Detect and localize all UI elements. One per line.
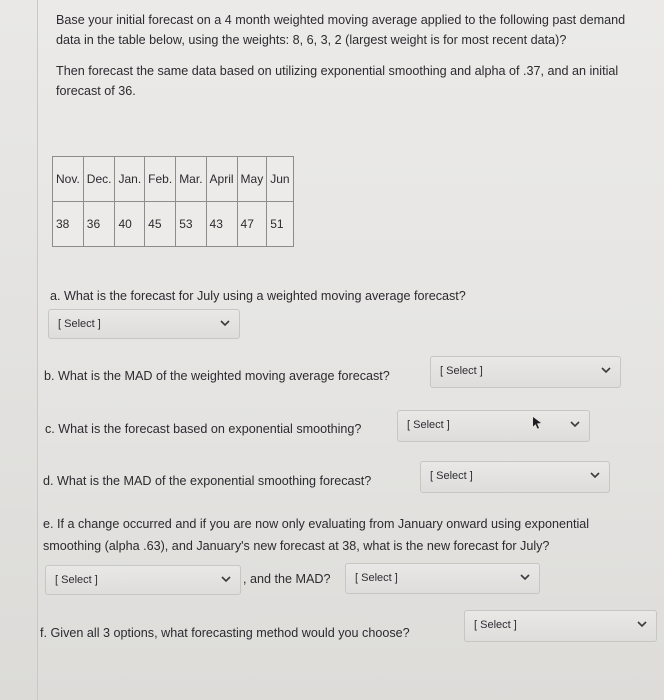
chevron-down-icon — [601, 364, 611, 376]
table-header-cell: Dec. — [83, 157, 115, 202]
table-header-cell: Jun — [267, 157, 293, 202]
table-header-cell: Nov. — [53, 157, 84, 202]
table-cell: 51 — [267, 202, 293, 247]
question-d-text: d. What is the MAD of the exponential smoothing forecast? — [43, 474, 372, 488]
table-row — [53, 202, 294, 247]
table-cell: 36 — [83, 202, 115, 247]
table-header-cell: Jan. — [115, 157, 145, 202]
table-header-cell: Mar. — [176, 157, 206, 202]
question-e-text-line1: e. If a change occurred and if you are now only evaluating from January onward using exponential — [43, 517, 590, 531]
intro-paragraph-exponential: Then forecast the same data based on utilizing exponential smoothing and alpha of .37, and an initial forecast of 36. — [56, 64, 619, 98]
table-header-cell: Feb. — [145, 157, 176, 202]
question-a-text: a. What is the forecast for July using a weighted moving average forecast? — [50, 289, 466, 303]
chevron-down-icon — [590, 469, 600, 481]
table-cell: 40 — [115, 202, 145, 247]
question-c-text: c. What is the forecast based on exponential smoothing? — [45, 422, 362, 436]
table-cell: 53 — [176, 202, 206, 247]
table-cell: 43 — [206, 202, 237, 247]
table-header-cell: April — [206, 157, 237, 202]
question-e-mad-select[interactable] — [345, 563, 540, 594]
chevron-down-icon — [520, 571, 530, 583]
select-label: [ Select ] — [430, 470, 473, 482]
question-f-text: f. Given all 3 options, what forecasting method would you choose? — [40, 626, 410, 640]
intro-paragraph-weighted: Base your initial forecast on a 4 month weighted moving average applied to the following past demand data in the table below, using the weights: 8, 6, 3, 2 (largest weight is for most recent data)? — [56, 13, 626, 47]
select-label: [ Select ] — [474, 619, 517, 631]
select-label: [ Select ] — [58, 318, 101, 330]
table-cell: 38 — [53, 202, 84, 247]
demand-table — [52, 156, 294, 247]
table-cell: 47 — [237, 202, 267, 247]
question-intro — [56, 10, 626, 101]
chevron-down-icon — [570, 418, 580, 430]
question-b-select[interactable] — [430, 356, 621, 388]
question-e-mad-text: , and the MAD? — [243, 572, 331, 586]
select-label: [ Select ] — [440, 365, 483, 377]
table-cell: 45 — [145, 202, 176, 247]
question-c-select[interactable] — [397, 410, 590, 442]
chevron-down-icon — [221, 573, 231, 585]
select-label: [ Select ] — [55, 574, 98, 586]
question-a-select[interactable] — [48, 309, 240, 339]
mouse-pointer-icon — [531, 416, 543, 435]
chevron-down-icon — [220, 317, 230, 329]
table-header-cell: May — [237, 157, 267, 202]
chevron-down-icon — [637, 618, 647, 630]
question-d-select[interactable] — [420, 461, 610, 493]
select-label: [ Select ] — [407, 419, 450, 431]
table-header-row — [53, 157, 294, 202]
select-label: [ Select ] — [355, 572, 398, 584]
question-e-text-line2: smoothing (alpha .63), and January's new forecast at 38, what is the new forecast for July? — [43, 539, 550, 553]
question-f-select[interactable] — [464, 610, 657, 642]
quiz-panel — [37, 0, 664, 700]
question-e-forecast-select[interactable] — [45, 565, 241, 595]
question-b-text: b. What is the MAD of the weighted moving average forecast? — [44, 369, 390, 383]
